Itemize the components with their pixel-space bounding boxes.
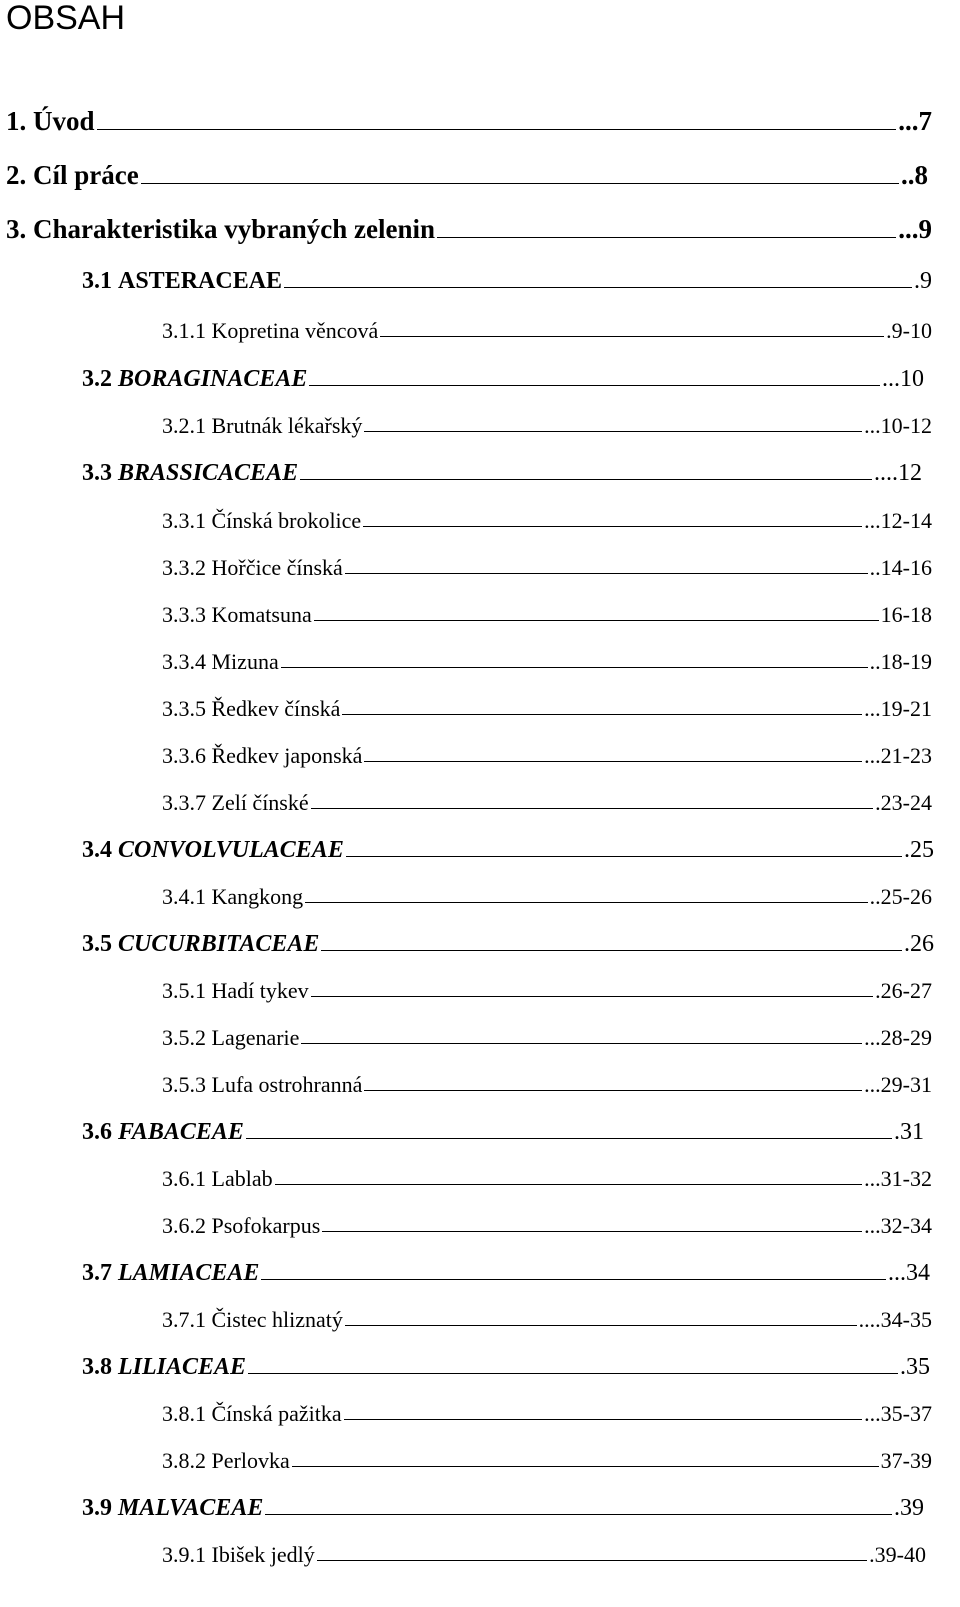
toc-leader — [309, 385, 880, 386]
toc-number: 3.5.1 — [162, 978, 206, 1003]
toc-title: BRASSICACEAE — [118, 460, 299, 486]
toc-title: LILIACEAE — [118, 1354, 247, 1380]
toc-page: 16-18 — [880, 602, 932, 627]
toc-entry-lamiaceae[interactable] — [82, 1260, 930, 1287]
toc-entry-asteraceae[interactable] — [82, 268, 932, 295]
toc-leader — [322, 1231, 862, 1232]
toc-title: Lufa ostrohranná — [211, 1072, 363, 1097]
toc-title: Hadí tykev — [211, 978, 309, 1003]
toc-entry-cinska-pazitka[interactable] — [162, 1401, 932, 1427]
toc-number: 1. — [6, 106, 27, 136]
toc-page: .31 — [894, 1119, 924, 1145]
toc-title: Čistec hliznatý — [211, 1307, 343, 1332]
toc-page: .26 — [904, 931, 934, 957]
toc-number: 2. — [6, 160, 27, 190]
toc-entry-lagenarie[interactable] — [162, 1025, 932, 1051]
toc-leader — [141, 183, 899, 184]
toc-page: ...10-12 — [864, 413, 932, 438]
toc-page: ...28-29 — [864, 1025, 932, 1050]
toc-page: .9 — [914, 268, 932, 294]
toc-entry-lablab[interactable] — [162, 1166, 932, 1192]
toc-title: Kopretina věncová — [211, 318, 379, 343]
toc-title: Lagenarie — [211, 1025, 300, 1050]
toc-title: Čínská brokolice — [211, 508, 362, 533]
toc-leader — [345, 1325, 857, 1326]
toc-entry-cucurbitaceae[interactable] — [82, 931, 934, 958]
toc-entry-cinska-brokolice[interactable] — [162, 508, 932, 534]
toc-page: .39 — [894, 1495, 924, 1521]
toc-page: .39-40 — [869, 1542, 926, 1567]
toc-leader — [364, 761, 862, 762]
toc-entry-convolvulaceae[interactable] — [82, 837, 934, 864]
toc-entry-perlovka[interactable] — [162, 1448, 932, 1474]
toc-leader — [305, 902, 868, 903]
toc-title: Mizuna — [211, 649, 279, 674]
toc-entry-brassicaceae[interactable] — [82, 460, 922, 487]
toc-leader — [317, 1560, 867, 1561]
toc-title: FABACEAE — [118, 1119, 244, 1145]
toc-leader — [346, 856, 902, 857]
toc-number: 3.5.3 — [162, 1072, 206, 1097]
toc-leader — [344, 1419, 863, 1420]
toc-number: 3.3.2 — [162, 555, 206, 580]
toc-number: 3.3 — [82, 460, 112, 486]
toc-entry-zeli-cinske[interactable] — [162, 790, 932, 816]
toc-number: 3.3.6 — [162, 743, 206, 768]
toc-page: ..8 — [901, 160, 928, 190]
toc-entry-charakteristika[interactable] — [6, 214, 932, 245]
toc-title: LAMIACEAE — [118, 1260, 260, 1286]
toc-entry-brutnak[interactable] — [162, 413, 932, 439]
toc-page: .9-10 — [886, 318, 932, 343]
toc-page: ...19-21 — [864, 696, 932, 721]
toc-leader — [292, 1466, 879, 1467]
toc-number: 3.9 — [82, 1495, 112, 1521]
toc-entry-psofokarpus[interactable] — [162, 1213, 932, 1239]
toc-page: ...34 — [888, 1260, 930, 1286]
toc-number: 3.4.1 — [162, 884, 206, 909]
toc-leader — [321, 950, 902, 951]
toc-number: 3.8.2 — [162, 1448, 206, 1473]
toc-title: Psofokarpus — [211, 1213, 321, 1238]
toc-number: 3.6.1 — [162, 1166, 206, 1191]
toc-number: 3.1.1 — [162, 318, 206, 343]
toc-entry-hadi-tykev[interactable] — [162, 978, 932, 1004]
toc-number: 3.3.1 — [162, 508, 206, 533]
toc-leader — [364, 1090, 862, 1091]
toc-leader — [281, 667, 868, 668]
toc-entry-kopretina[interactable] — [162, 318, 932, 344]
toc-page: ...12-14 — [864, 508, 932, 533]
toc-entry-malvaceae[interactable] — [82, 1495, 924, 1522]
toc-page: ...10 — [882, 366, 924, 392]
toc-leader — [301, 1043, 862, 1044]
toc-number: 3.4 — [82, 837, 112, 863]
toc-leader — [261, 1279, 886, 1280]
toc-page: ...31-32 — [864, 1166, 932, 1191]
toc-entry-uvod[interactable] — [6, 106, 932, 137]
toc-number: 3.3.5 — [162, 696, 206, 721]
toc-leader — [265, 1514, 892, 1515]
toc-title: Charakteristika vybraných zelenin — [33, 214, 435, 244]
toc-title: Ibišek jedlý — [211, 1542, 315, 1567]
toc-page: ..14-16 — [869, 555, 932, 580]
toc-entry-boraginaceae[interactable] — [82, 366, 924, 393]
toc-title: CONVOLVULACEAE — [118, 837, 344, 863]
toc-title: Cíl práce — [33, 160, 139, 190]
toc-page: ...29-31 — [864, 1072, 932, 1097]
toc-leader — [364, 431, 862, 432]
toc-entry-horcice[interactable] — [162, 555, 932, 581]
toc-number: 3.3.3 — [162, 602, 206, 627]
toc-title: Ředkev japonská — [211, 743, 363, 768]
toc-title: Čínská pažitka — [211, 1401, 342, 1426]
toc-title: Úvod — [33, 106, 95, 136]
toc-title: BORAGINACEAE — [118, 366, 308, 392]
toc-number: 3.2 — [82, 366, 112, 392]
toc-entry-komatsuna[interactable] — [162, 602, 932, 628]
toc-entry-redkev-japonska[interactable] — [162, 743, 932, 769]
toc-leader — [300, 479, 872, 480]
toc-number: 3.5 — [82, 931, 112, 957]
toc-entry-fabaceae[interactable] — [82, 1119, 924, 1146]
toc-leader — [97, 129, 897, 130]
toc-title: Kangkong — [211, 884, 304, 909]
toc-number: 3.7 — [82, 1260, 112, 1286]
toc-page: ....34-35 — [858, 1307, 932, 1332]
toc-title: ASTERACEAE — [118, 268, 283, 294]
toc-entry-redkev-cinska[interactable] — [162, 696, 932, 722]
toc-number: 3.5.2 — [162, 1025, 206, 1050]
toc-page: .25 — [904, 837, 934, 863]
toc-leader — [246, 1138, 892, 1139]
toc-number: 3.8 — [82, 1354, 112, 1380]
toc-number: 3.1 — [82, 268, 112, 294]
toc-page: ....12 — [874, 460, 922, 486]
toc-title: Brutnák lékařský — [211, 413, 363, 438]
toc-page: .26-27 — [875, 978, 932, 1003]
toc-leader — [314, 620, 879, 621]
toc-leader — [363, 526, 862, 527]
toc-entry-kangkong[interactable] — [162, 884, 932, 910]
toc-title: Perlovka — [211, 1448, 290, 1473]
toc-page: ...21-23 — [864, 743, 932, 768]
toc-leader — [345, 573, 868, 574]
toc-number: 3.6.2 — [162, 1213, 206, 1238]
toc-page: .23-24 — [875, 790, 932, 815]
toc-leader — [284, 287, 912, 288]
toc-entry-cistec[interactable] — [162, 1307, 932, 1333]
toc-title: Komatsuna — [211, 602, 312, 627]
toc-leader — [342, 714, 862, 715]
toc-entry-ibisek[interactable] — [162, 1542, 926, 1568]
toc-entry-cil-prace[interactable] — [6, 160, 928, 191]
toc-leader — [437, 237, 896, 238]
toc-leader — [380, 336, 884, 337]
toc-number: 3.9.1 — [162, 1542, 206, 1567]
toc-title: CUCURBITACEAE — [118, 931, 320, 957]
toc-title: Zelí čínské — [211, 790, 309, 815]
toc-title: MALVACEAE — [118, 1495, 264, 1521]
toc-leader — [248, 1373, 898, 1374]
toc-title: Lablab — [211, 1166, 273, 1191]
toc-page: ..18-19 — [869, 649, 932, 674]
toc-number: 3.2.1 — [162, 413, 206, 438]
toc-number: 3.8.1 — [162, 1401, 206, 1426]
toc-leader — [311, 996, 874, 997]
toc-leader — [311, 808, 874, 809]
toc-number: 3.7.1 — [162, 1307, 206, 1332]
toc-page: ...35-37 — [864, 1401, 932, 1426]
toc-number: 3.6 — [82, 1119, 112, 1145]
toc-number: 3.3.4 — [162, 649, 206, 674]
toc-leader — [275, 1184, 863, 1185]
toc-number: 3. — [6, 214, 27, 244]
toc-page: ...7 — [898, 106, 932, 136]
toc-page: 37-39 — [880, 1448, 932, 1473]
toc-entry-lufa[interactable] — [162, 1072, 932, 1098]
toc-entry-liliaceae[interactable] — [82, 1354, 930, 1381]
page-title: OBSAH — [6, 0, 126, 37]
toc-page: ...32-34 — [864, 1213, 932, 1238]
toc-number: 3.3.7 — [162, 790, 206, 815]
toc-page: ..25-26 — [869, 884, 932, 909]
toc-title: Ředkev čínská — [211, 696, 341, 721]
toc-entry-mizuna[interactable] — [162, 649, 932, 675]
toc-page: .35 — [900, 1354, 930, 1380]
toc-title: Hořčice čínská — [211, 555, 343, 580]
toc-page: ...9 — [898, 214, 932, 244]
